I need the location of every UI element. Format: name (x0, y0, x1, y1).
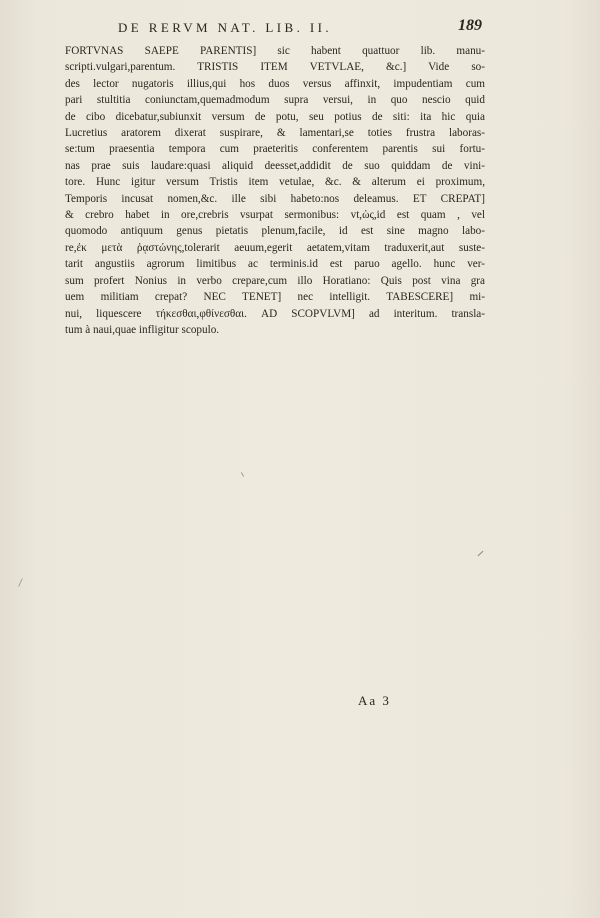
text-line: tore. Hunc igitur versum Tristis item vetulae, &c. & alterum ei proximum, (65, 176, 485, 189)
page-number: 189 (458, 17, 482, 34)
text-line: Lucretius aratorem dixerat suspirare, & lamentari,se toties frustra laboras- (65, 127, 485, 140)
text-line: nas prae suis laudare:quasi aliquid deesset,addidit de suo quiddam de vini- (65, 159, 485, 172)
commentary-text (65, 43, 485, 338)
text-line: re,ἐκ μετὰ ῥᾳστώνης,tolerarit aeuum,egerit aetatem,vitam traduxerit,aut suste- (65, 241, 485, 254)
ink-speck (18, 578, 23, 587)
ink-speck (241, 472, 244, 477)
signature-mark: Aa 3 (358, 693, 391, 708)
text-line: se:tum praesentia tempora cum praeteritis conferentem parentis sui fortu- (65, 143, 485, 156)
text-line: & crebro habet in ore,crebris vsurpat sermonibus: vt,ὡς,id est quam , vel (65, 209, 485, 222)
text-line: tum à naui,quae infligitur scopulo. (65, 323, 220, 336)
page-header (118, 17, 482, 39)
text-line: quomodo antiquum genus pietatis plenum,facile, id est sine magno labo- (65, 225, 485, 238)
text-line: de cibo dicebatur,subiunxit versum de potu, seu potius de siti: ita hic quia (65, 110, 485, 123)
text-line: nui, liquescere τήκεσθαι,φθίνεσθαι. AD SCOPVLVM] ad interitum. transla- (65, 307, 485, 320)
text-line: uem militiam crepat? NEC TENET] nec intelligit. TABESCERE] mi- (65, 291, 485, 304)
text-line: des lector nugatoris illius,qui hos duos versus affinxit, impudentiam cum (65, 77, 485, 90)
running-title: DE RERVM NAT. LIB. II. (118, 20, 332, 35)
ink-speck (478, 551, 484, 556)
text-line: Temporis incusat nomen,&c. ille sibi habeto:nos deleamus. ET CREPAT] (65, 192, 485, 205)
text-line: pari stultitia coniunctam,quemadmodum supra versui, in quo nescio quid (65, 94, 485, 107)
text-line: FORTVNAS SAEPE PARENTIS] sic habent quattuor lib. manu- (65, 45, 485, 57)
text-line: sum profert Nonius in verbo crepare,cum illo Horatiano: Quis post vina gra (65, 274, 485, 287)
text-line: tarit angustiis agrorum limitibus ac terminis.id est paruo agello. hunc ver- (65, 258, 485, 271)
text-line: scripti.vulgari,parentum. TRISTIS ITEM VETVLAE, &c.] Vide so- (65, 61, 485, 74)
